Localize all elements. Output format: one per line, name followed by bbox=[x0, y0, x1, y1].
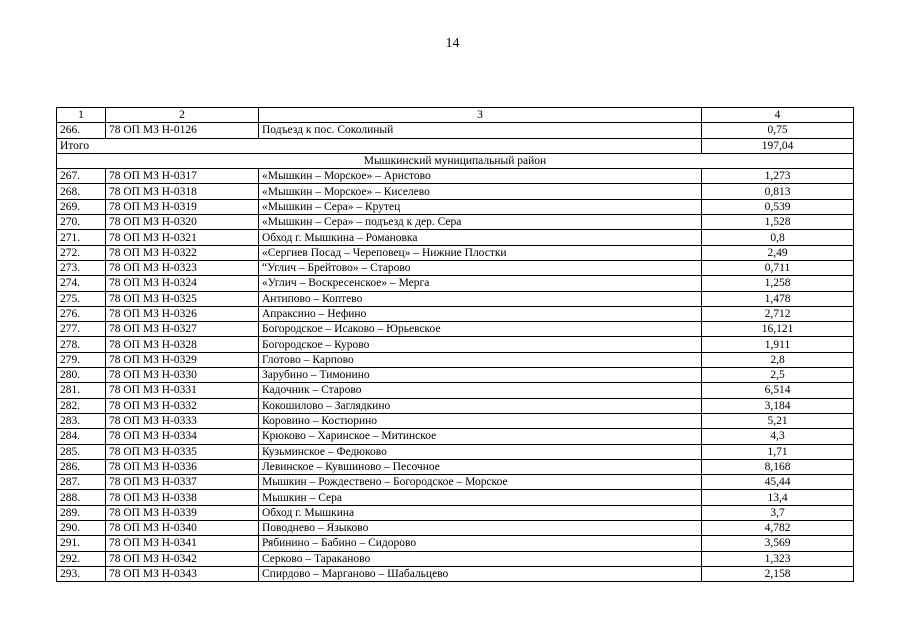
road-code: 78 ОП МЗ Н-0341 bbox=[106, 536, 259, 551]
row-number: 271. bbox=[57, 230, 106, 245]
table-row bbox=[57, 413, 854, 428]
row-number: 274. bbox=[57, 276, 106, 291]
road-code: 78 ОП МЗ Н-0335 bbox=[106, 444, 259, 459]
table-row bbox=[57, 337, 854, 352]
road-name: «Сергиев Посад – Череповец» – Нижние Плостки bbox=[259, 245, 702, 260]
row-number: 292. bbox=[57, 551, 106, 566]
road-code: 78 ОП МЗ Н-0336 bbox=[106, 459, 259, 474]
table-row bbox=[57, 123, 854, 138]
road-code: 78 ОП МЗ Н-0332 bbox=[106, 398, 259, 413]
road-code: 78 ОП МЗ Н-0327 bbox=[106, 322, 259, 337]
road-code: 78 ОП МЗ Н-0322 bbox=[106, 245, 259, 260]
road-length: 3,7 bbox=[702, 505, 854, 520]
table-row bbox=[57, 276, 854, 291]
row-number: 266. bbox=[57, 123, 106, 138]
road-name: “Углич – Брейтово» – Старово bbox=[259, 260, 702, 275]
row-number: 268. bbox=[57, 184, 106, 199]
road-length: 1,71 bbox=[702, 444, 854, 459]
road-code: 78 ОП МЗ Н-0325 bbox=[106, 291, 259, 306]
row-number: 286. bbox=[57, 459, 106, 474]
road-length: 1,273 bbox=[702, 169, 854, 184]
table-row bbox=[57, 475, 854, 490]
section-row bbox=[57, 153, 854, 168]
road-code: 78 ОП МЗ Н-0331 bbox=[106, 383, 259, 398]
roads-table bbox=[56, 107, 854, 582]
header-cell-1: 1 bbox=[57, 108, 106, 123]
total-value: 197,04 bbox=[702, 138, 854, 153]
road-name: Обход г. Мышкина bbox=[259, 505, 702, 520]
road-name: Зарубино – Тимонино bbox=[259, 368, 702, 383]
road-code: 78 ОП МЗ Н-0323 bbox=[106, 260, 259, 275]
row-number: 277. bbox=[57, 322, 106, 337]
road-length: 0,8 bbox=[702, 230, 854, 245]
row-number: 267. bbox=[57, 169, 106, 184]
road-name: Рябинино – Бабино – Сидорово bbox=[259, 536, 702, 551]
road-code: 78 ОП МЗ Н-0126 bbox=[106, 123, 259, 138]
road-name: Обход г. Мышкина – Романовка bbox=[259, 230, 702, 245]
road-length: 2,8 bbox=[702, 352, 854, 367]
row-number: 293. bbox=[57, 566, 106, 581]
row-number: 290. bbox=[57, 521, 106, 536]
road-length: 3,569 bbox=[702, 536, 854, 551]
road-name: Богородское – Исаково – Юрьевское bbox=[259, 322, 702, 337]
table-row bbox=[57, 398, 854, 413]
table-row bbox=[57, 291, 854, 306]
road-code: 78 ОП МЗ Н-0342 bbox=[106, 551, 259, 566]
road-length: 2,712 bbox=[702, 306, 854, 321]
table-row bbox=[57, 536, 854, 551]
table-row bbox=[57, 260, 854, 275]
table-row bbox=[57, 169, 854, 184]
road-code: 78 ОП МЗ Н-0318 bbox=[106, 184, 259, 199]
road-code: 78 ОП МЗ Н-0328 bbox=[106, 337, 259, 352]
road-name: Глотово – Карпово bbox=[259, 352, 702, 367]
road-code: 78 ОП МЗ Н-0343 bbox=[106, 566, 259, 581]
road-name: «Мышкин – Сера» – Крутец bbox=[259, 199, 702, 214]
road-length: 2,49 bbox=[702, 245, 854, 260]
header-row bbox=[57, 108, 854, 123]
row-number: 288. bbox=[57, 490, 106, 505]
row-number: 276. bbox=[57, 306, 106, 321]
table-row bbox=[57, 459, 854, 474]
road-name: Мышкин – Рождествено – Богородское – Морское bbox=[259, 475, 702, 490]
table-row bbox=[57, 551, 854, 566]
road-name: Кадочник – Старово bbox=[259, 383, 702, 398]
table-row bbox=[57, 306, 854, 321]
row-number: 278. bbox=[57, 337, 106, 352]
row-number: 291. bbox=[57, 536, 106, 551]
section-title: Мышкинский муниципальный район bbox=[57, 153, 854, 168]
row-number: 281. bbox=[57, 383, 106, 398]
table-row bbox=[57, 368, 854, 383]
road-name: Богородское – Курово bbox=[259, 337, 702, 352]
road-code: 78 ОП МЗ Н-0320 bbox=[106, 215, 259, 230]
road-code: 78 ОП МЗ Н-0338 bbox=[106, 490, 259, 505]
header-cell-2: 2 bbox=[106, 108, 259, 123]
road-length: 1,478 bbox=[702, 291, 854, 306]
road-code: 78 ОП МЗ Н-0319 bbox=[106, 199, 259, 214]
table-row bbox=[57, 490, 854, 505]
road-name: Спирдово – Марганово – Шабальцево bbox=[259, 566, 702, 581]
road-code: 78 ОП МЗ Н-0321 bbox=[106, 230, 259, 245]
row-number: 285. bbox=[57, 444, 106, 459]
road-length: 6,514 bbox=[702, 383, 854, 398]
road-name: Поводнево – Языково bbox=[259, 521, 702, 536]
road-code: 78 ОП МЗ Н-0339 bbox=[106, 505, 259, 520]
road-code: 78 ОП МЗ Н-0324 bbox=[106, 276, 259, 291]
row-number: 282. bbox=[57, 398, 106, 413]
header-cell-3: 3 bbox=[259, 108, 702, 123]
row-number: 270. bbox=[57, 215, 106, 230]
road-name: Левинское – Кувшиново – Песочное bbox=[259, 459, 702, 474]
road-length: 0,75 bbox=[702, 123, 854, 138]
road-length: 45,44 bbox=[702, 475, 854, 490]
table-row bbox=[57, 383, 854, 398]
row-number: 283. bbox=[57, 413, 106, 428]
road-name: Антипово – Коптево bbox=[259, 291, 702, 306]
road-length: 0,539 bbox=[702, 199, 854, 214]
road-name: Крюково – Харинское – Митинское bbox=[259, 429, 702, 444]
row-number: 287. bbox=[57, 475, 106, 490]
road-code: 78 ОП МЗ Н-0329 bbox=[106, 352, 259, 367]
row-number: 284. bbox=[57, 429, 106, 444]
table-row bbox=[57, 429, 854, 444]
row-number: 273. bbox=[57, 260, 106, 275]
table-row bbox=[57, 230, 854, 245]
road-length: 5,21 bbox=[702, 413, 854, 428]
road-length: 2,158 bbox=[702, 566, 854, 581]
road-length: 8,168 bbox=[702, 459, 854, 474]
row-number: 269. bbox=[57, 199, 106, 214]
row-number: 280. bbox=[57, 368, 106, 383]
road-length: 1,911 bbox=[702, 337, 854, 352]
road-name: Кузьминское – Федюково bbox=[259, 444, 702, 459]
road-code: 78 ОП МЗ Н-0330 bbox=[106, 368, 259, 383]
table-row bbox=[57, 184, 854, 199]
road-length: 4,3 bbox=[702, 429, 854, 444]
table-row bbox=[57, 505, 854, 520]
total-label: Итого bbox=[57, 138, 702, 153]
road-length: 16,121 bbox=[702, 322, 854, 337]
road-length: 2,5 bbox=[702, 368, 854, 383]
table-row bbox=[57, 215, 854, 230]
table-row bbox=[57, 352, 854, 367]
road-length: 1,323 bbox=[702, 551, 854, 566]
road-name: Серково – Тараканово bbox=[259, 551, 702, 566]
road-name: Кокошилово – Заглядкино bbox=[259, 398, 702, 413]
table-row bbox=[57, 199, 854, 214]
road-name: Апраксино – Нефино bbox=[259, 306, 702, 321]
road-name: «Мышкин – Морское» – Киселево bbox=[259, 184, 702, 199]
row-number: 272. bbox=[57, 245, 106, 260]
road-code: 78 ОП МЗ Н-0334 bbox=[106, 429, 259, 444]
road-length: 4,782 bbox=[702, 521, 854, 536]
table-row bbox=[57, 566, 854, 581]
road-length: 3,184 bbox=[702, 398, 854, 413]
table-row bbox=[57, 322, 854, 337]
road-length: 1,258 bbox=[702, 276, 854, 291]
road-code: 78 ОП МЗ Н-0326 bbox=[106, 306, 259, 321]
road-code: 78 ОП МЗ Н-0340 bbox=[106, 521, 259, 536]
road-name: Коровино – Костюрино bbox=[259, 413, 702, 428]
total-row bbox=[57, 138, 854, 153]
road-code: 78 ОП МЗ Н-0337 bbox=[106, 475, 259, 490]
row-number: 289. bbox=[57, 505, 106, 520]
row-number: 279. bbox=[57, 352, 106, 367]
road-name: Мышкин – Сера bbox=[259, 490, 702, 505]
page-number: 14 bbox=[445, 36, 460, 51]
table-row bbox=[57, 444, 854, 459]
road-length: 13,4 bbox=[702, 490, 854, 505]
road-name: «Углич – Воскресенское» – Мерга bbox=[259, 276, 702, 291]
road-name: «Мышкин – Сера» – подъезд к дер. Сера bbox=[259, 215, 702, 230]
row-number: 275. bbox=[57, 291, 106, 306]
roads-table-body bbox=[57, 108, 854, 582]
road-name: «Мышкин – Морское» – Аристово bbox=[259, 169, 702, 184]
road-name: Подъезд к пос. Соколиный bbox=[259, 123, 702, 138]
road-length: 1,528 bbox=[702, 215, 854, 230]
road-length: 0,711 bbox=[702, 260, 854, 275]
road-length: 0,813 bbox=[702, 184, 854, 199]
table-row bbox=[57, 521, 854, 536]
road-code: 78 ОП МЗ Н-0317 bbox=[106, 169, 259, 184]
table-row bbox=[57, 245, 854, 260]
header-cell-4: 4 bbox=[702, 108, 854, 123]
road-code: 78 ОП МЗ Н-0333 bbox=[106, 413, 259, 428]
